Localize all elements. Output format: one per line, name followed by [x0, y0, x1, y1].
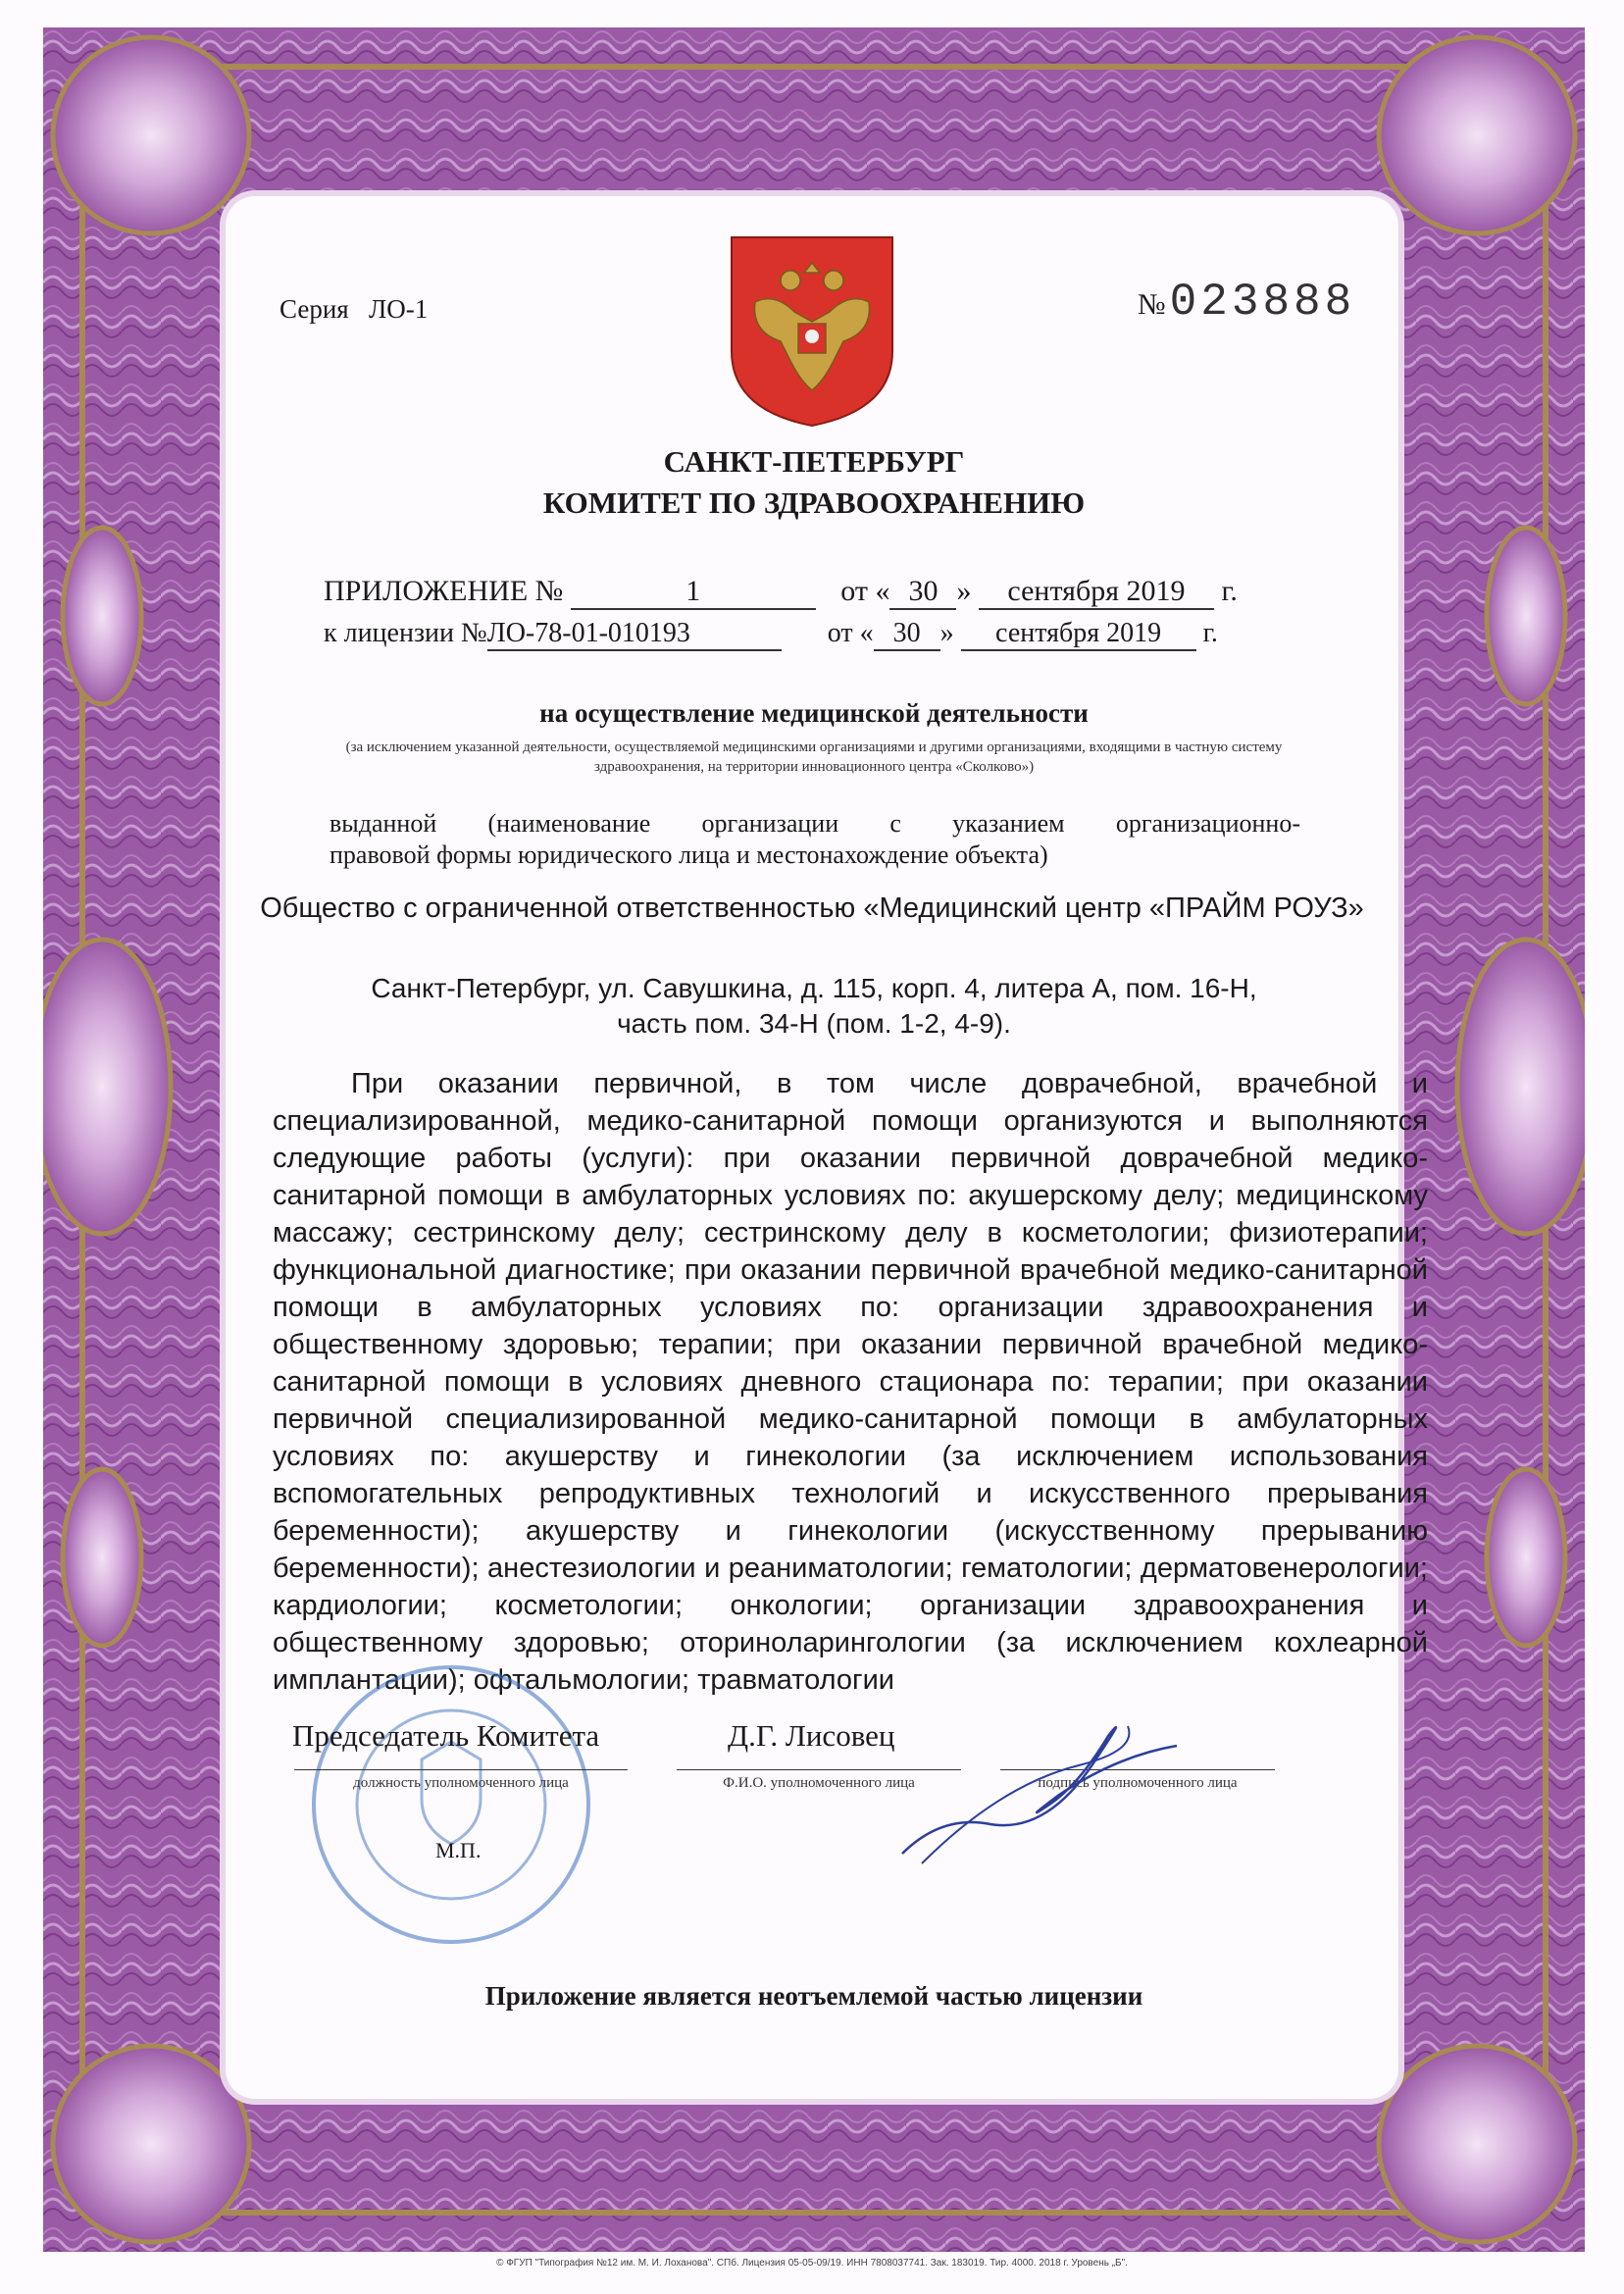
license-number: ЛО-78-01-010193	[487, 618, 782, 651]
signatory-name: Д.Г. Лисовец	[728, 1718, 895, 1753]
appendix-line	[324, 575, 1238, 610]
license-line	[324, 618, 1218, 651]
form-number	[1138, 277, 1355, 328]
license-day: 30	[874, 618, 940, 651]
official-stamp-icon	[304, 1657, 598, 1952]
position-caption: должность уполномоченного лица	[353, 1775, 569, 1791]
issued-caption-line1: выданной (наименование организации с указанием организационно-	[330, 809, 1300, 838]
printer-imprint: © ФГУП "Типография №12 им. М. И. Лоханова". СПб. Лицензия 05-05-09/19. ИНН 7808037741. Зак. 183019. Тир. 4000. 2018 г. Уровень „Б".	[496, 2258, 1128, 2269]
license-close-quote: »	[939, 618, 954, 648]
address-line2: часть пом. 34-Н (пом. 1-2, 4-9).	[617, 1008, 1011, 1039]
position-rule	[294, 1769, 628, 1770]
coat-of-arms-icon	[726, 233, 898, 430]
license-from: от «	[827, 618, 874, 648]
license-month-year: сентября 2019	[961, 618, 1196, 651]
activity-note: (за исключением указанной деятельности, осуществляемой медицинскими организациями и другими организациями, входящими в частную систему здравоохранения, на территории инновационного центра «Сколково»)	[345, 739, 1283, 775]
activity-title: на осуществление медицинской деятельности	[539, 698, 1089, 728]
appendix-close-quote: »	[956, 575, 972, 607]
appendix-year-suffix: г.	[1221, 575, 1238, 607]
series	[279, 294, 428, 325]
appendix-number: 1	[571, 575, 816, 610]
signature-caption: подпись уполномоченного лица	[1038, 1775, 1238, 1791]
license-year-suffix: г.	[1202, 618, 1218, 648]
organization-address	[324, 971, 1304, 1042]
license-label: к лицензии №	[324, 618, 487, 648]
handwritten-signature-icon	[883, 1697, 1196, 1873]
series-label: Серия	[279, 294, 349, 324]
issuing-authority	[324, 441, 1304, 524]
appendix-month-year: сентября 2019	[979, 575, 1214, 610]
signatory-position: Председатель Комитета	[292, 1718, 600, 1753]
number-sign: №	[1138, 288, 1166, 321]
name-caption: Ф.И.О. уполномоченного лица	[723, 1775, 915, 1791]
integral-part-note: Приложение является неотъемлемой частью лицензии	[484, 1981, 1143, 2011]
appendix-day: 30	[889, 575, 956, 610]
issued-caption-line2: правовой формы юридического лица и местонахождение объекта)	[330, 841, 1048, 869]
stamp-place: М.П.	[435, 1838, 482, 1862]
issued-to-caption	[330, 808, 1300, 871]
appendix-from: от «	[840, 575, 890, 607]
number-value: 023888	[1169, 277, 1356, 328]
services-list: При оказании первичной, в том числе доврачебной, врачебной и специализированной, медико-санитарной помощи организуются и выполняются следующие работы (услуги): при оказании первичной доврачебной медико-санитарной помощи в амбулаторных условиях по: акушерскому делу; медицинскому массажу; сестринскому делу; сестринскому делу в косметологии; физиотерапии; функциональной диагностике; при оказании первичной врачебной медико-санитарной помощи в амбулаторных условиях по: организации здравоохранения и общественному здоровью; терапии; при оказании первичной врачебной медико-санитарной помощи в условиях дневного стационара по: терапии; при оказании первичной специализированной медико-санитарной помощи в амбулаторных условиях по: акушерству и гинекологии (за исключением использования вспомогательных репродуктивных технологий и искусственного прерывания беременности); акушерству и гинекологии (искусственному прерыванию беременности); анестезиологии и реаниматологии; гематологии; дерматовенерологии; кардиологии; косметологии; онкологии; организации здравоохранения и общественному здоровью; оториноларингологии (за исключением кохлеарной имплантации); офтальмологии; травматологии	[273, 1068, 1428, 1696]
organization-name: Общество с ограниченной ответственностью «Медицинский центр «ПРАЙМ РОУЗ»	[260, 892, 1364, 924]
appendix-label: ПРИЛОЖЕНИЕ №	[324, 575, 564, 607]
address-line1: Санкт-Петербург, ул. Савушкина, д. 115, корп. 4, литера А, пом. 16-Н,	[371, 973, 1257, 1003]
authority-committee: КОМИТЕТ ПО ЗДРАВООХРАНЕНИЮ	[542, 485, 1086, 520]
authority-city: САНКТ-ПЕТЕРБУРГ	[663, 444, 965, 479]
series-value: ЛО-1	[368, 294, 429, 324]
